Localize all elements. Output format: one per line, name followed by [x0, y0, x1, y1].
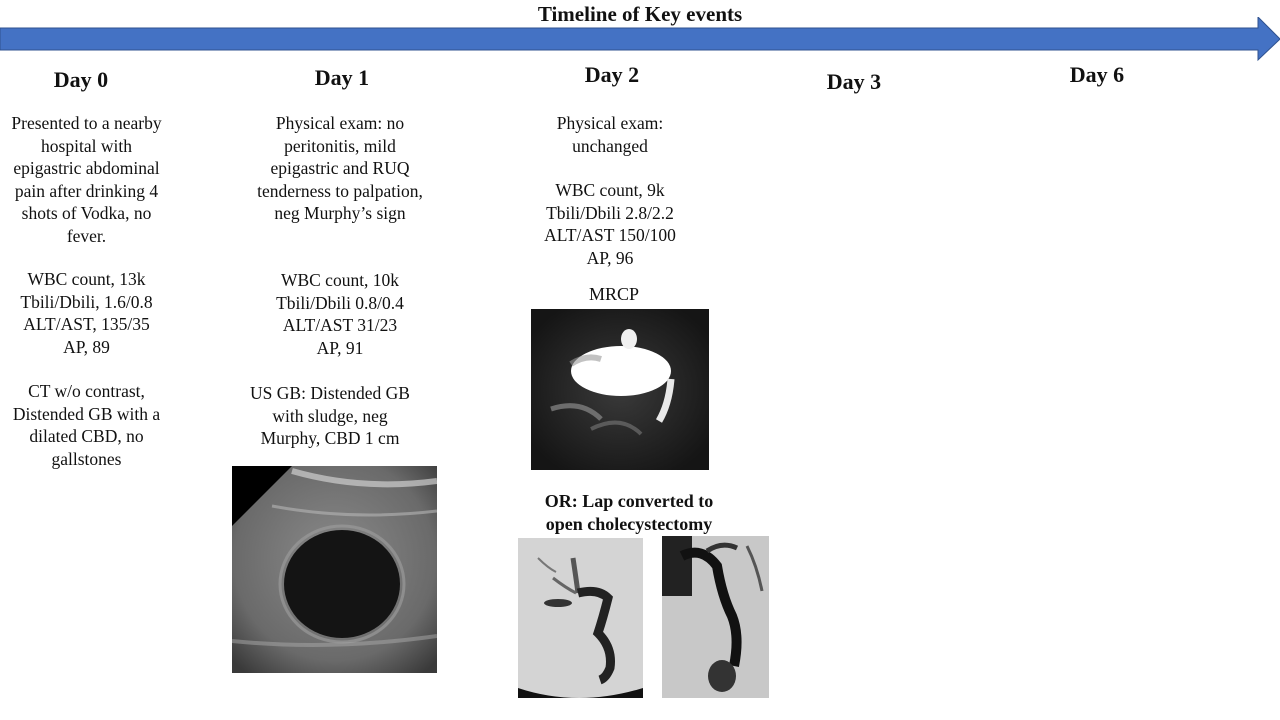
- timeline-arrow: [0, 17, 1280, 62]
- timeline-title: Timeline of Key events: [537, 2, 743, 26]
- or-caption: OR: Lap converted to open cholecystectomy: [544, 491, 714, 534]
- day-6-label: Day 6: [1069, 62, 1125, 87]
- day-2-label: Day 2: [584, 62, 640, 87]
- day-1-ultrasound-findings: US GB: Distended GB with sludge, neg Murphy, CBD 1 cm: [250, 383, 410, 448]
- day-2-exam: Physical exam: unchanged: [556, 113, 664, 156]
- day-0-labs: WBC count, 13k Tbili/Dbili, 1.6/0.8 ALT/AST, 135/35 AP, 89: [20, 269, 153, 357]
- day-1-labs: WBC count, 10k Tbili/Dbili 0.8/0.4 ALT/AST 31/23 AP, 91: [276, 270, 404, 358]
- day-0-ct-findings: CT w/o contrast, Distended GB with a dilated CBD, no gallstones: [12, 381, 161, 469]
- cholangiogram-image-1: [518, 538, 643, 698]
- day-0-presentation: Presented to a nearby hospital with epigastric abdominal pain after drinking 4 shots of Vodka, no fever.: [11, 113, 162, 246]
- mrcp-caption: MRCP: [588, 284, 640, 304]
- mrcp-image: [531, 309, 709, 470]
- day-1-label: Day 1: [314, 65, 370, 90]
- cholangiogram-image-2: [662, 536, 769, 698]
- ultrasound-image: [232, 466, 437, 673]
- day-2-labs: WBC count, 9k Tbili/Dbili 2.8/2.2 ALT/AST 150/100 AP, 96: [544, 180, 676, 268]
- day-1-exam: Physical exam: no peritonitis, mild epigastric and RUQ tenderness to palpation, neg Murphy’s sign: [257, 113, 423, 223]
- day-0-label: Day 0: [53, 67, 109, 92]
- day-3-label: Day 3: [826, 69, 882, 94]
